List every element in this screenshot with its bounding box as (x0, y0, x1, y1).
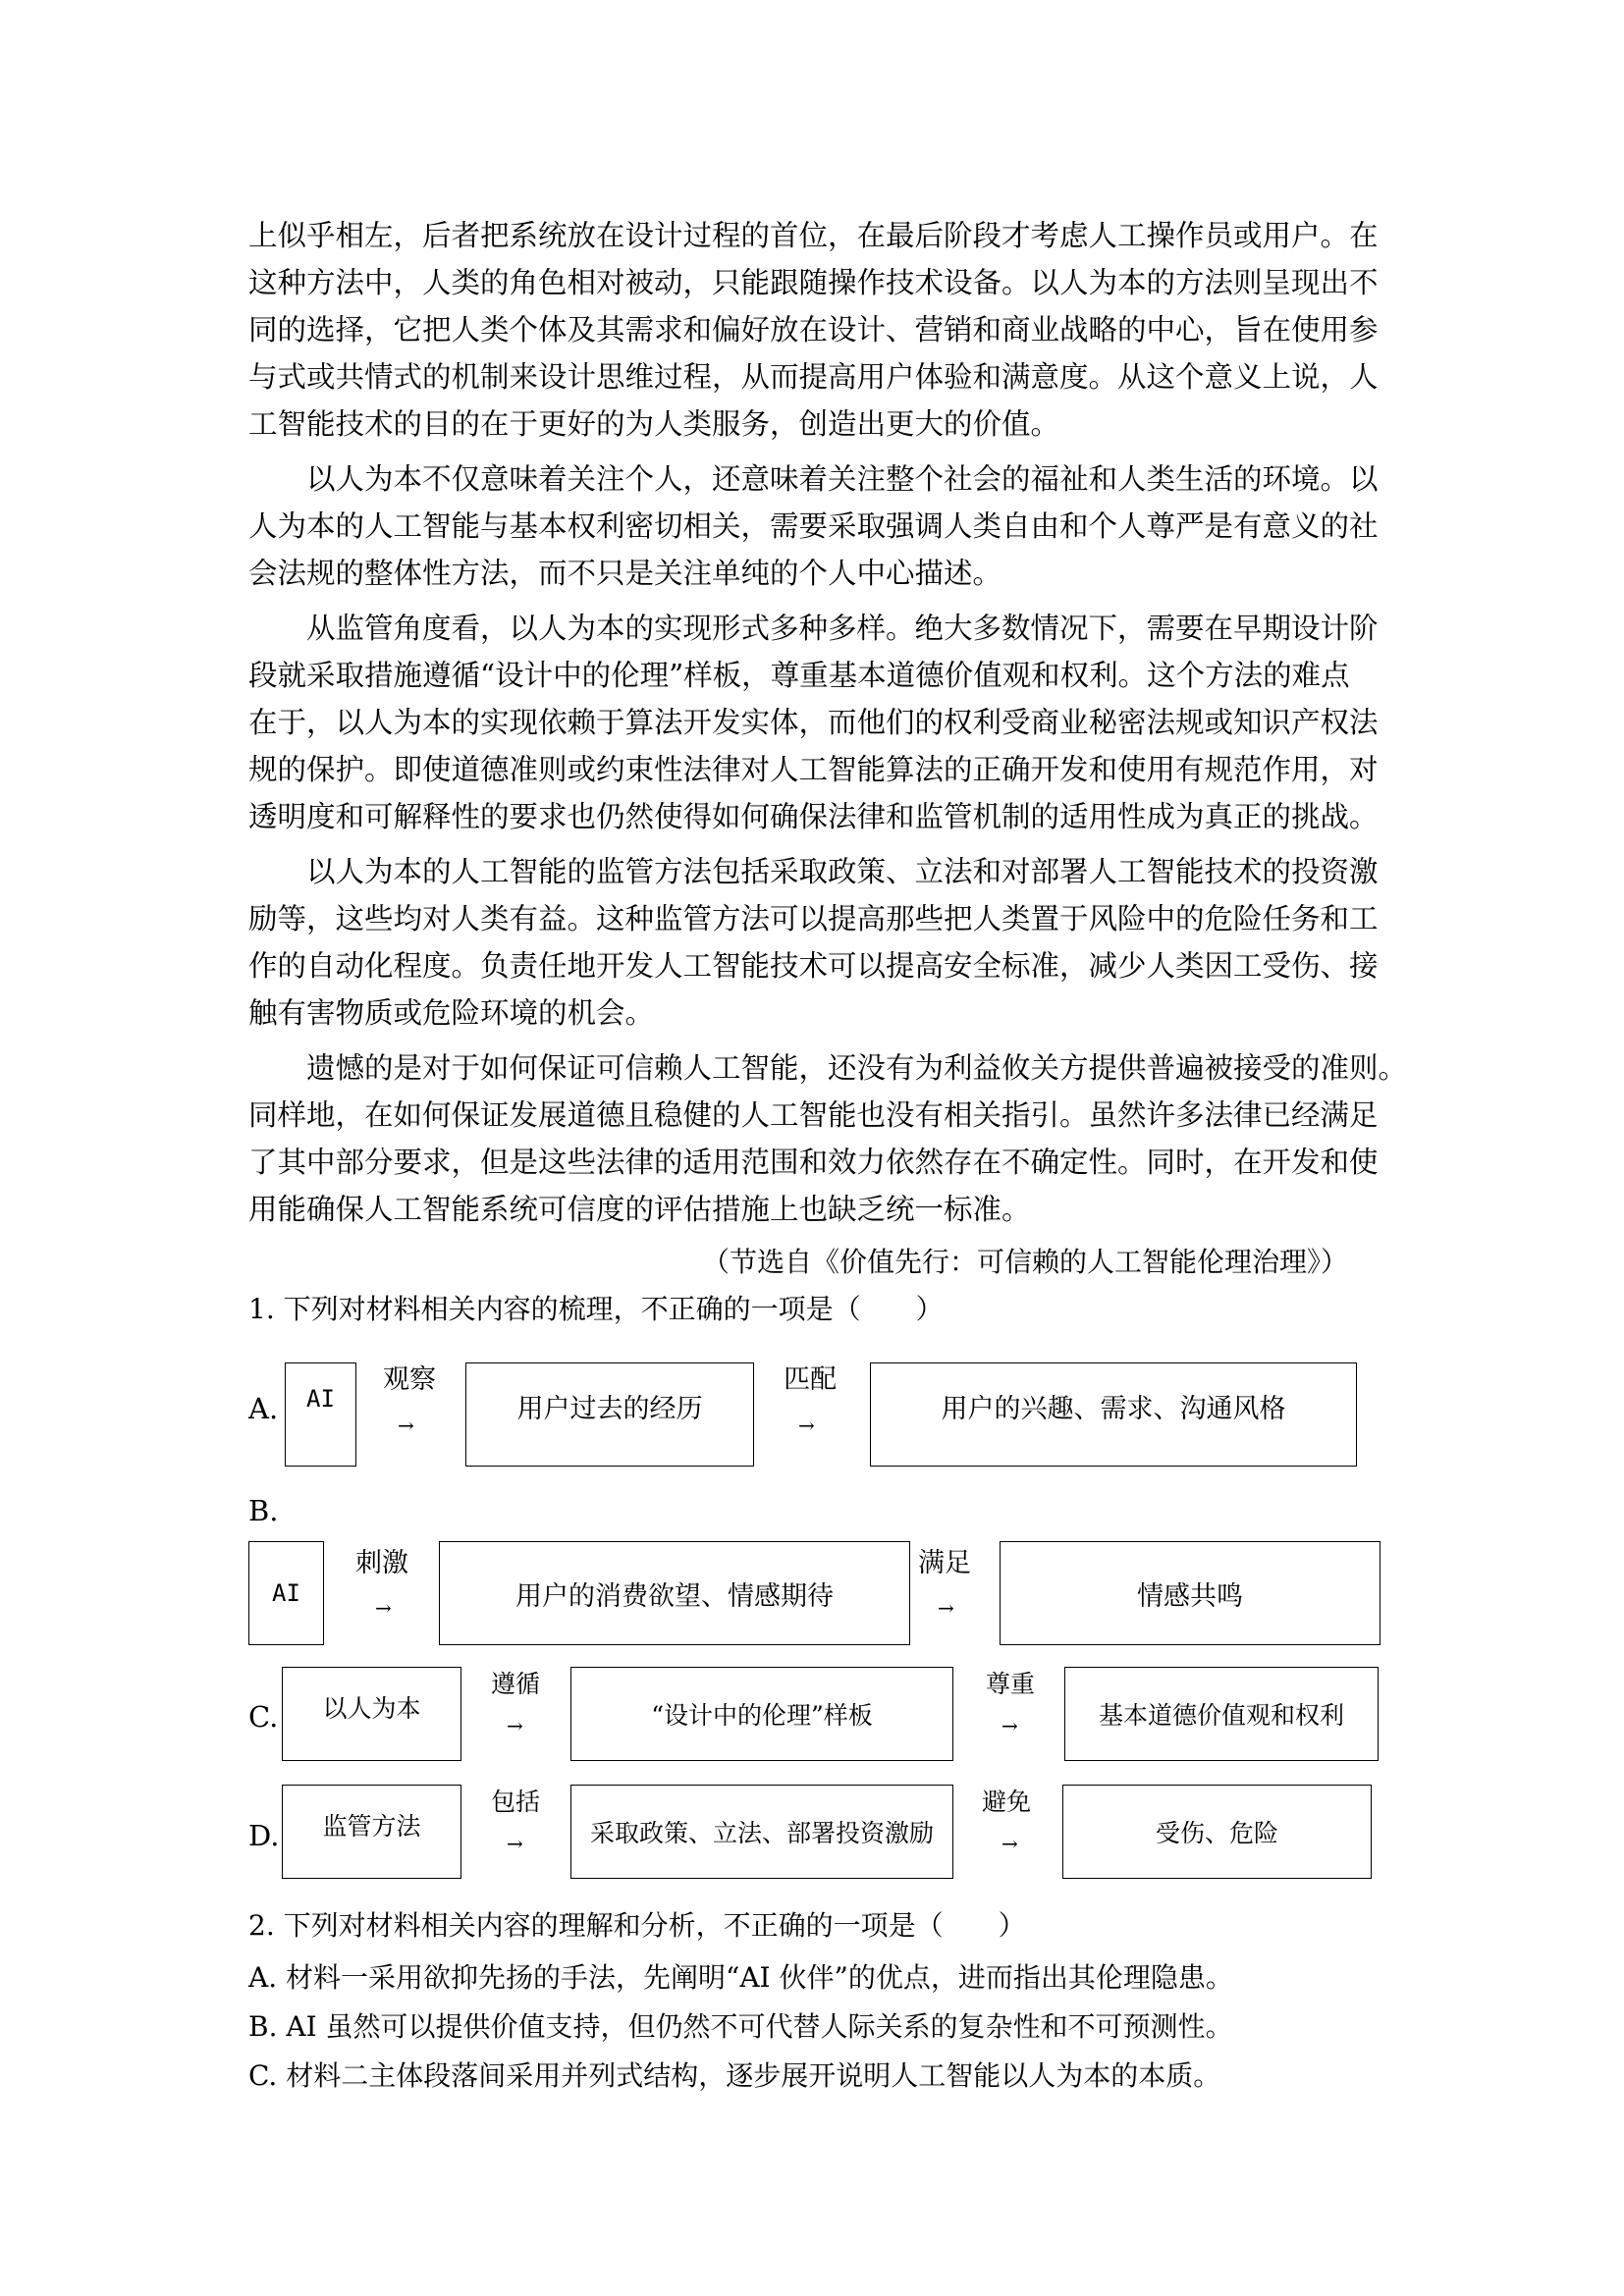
paragraph-4 (248, 848, 1378, 1037)
question-2-stem: 2. 下列对材料相关内容的理解和分析，不正确的一项是（ ） (248, 1909, 1026, 1942)
option-c-verb2: 尊重 (986, 1670, 1036, 1698)
question-1-stem: 1. 下列对材料相关内容的梳理，不正确的一项是（ ） (248, 1293, 944, 1325)
text-line: 会法规的整体性方法，而不只是关注单纯的个人中心描述。 (248, 557, 1002, 590)
option-b-verb2: 满足 (918, 1548, 971, 1578)
text-line: 了其中部分要求，但是这些法律的适用范围和效力依然存在不确定性。同时，在开发和使 (248, 1146, 1379, 1179)
option-d-verb2: 避免 (982, 1788, 1032, 1816)
option-c-label: C. (248, 1700, 279, 1734)
option-b-box2: 用户的消费欲望、情感期待 (439, 1541, 910, 1645)
text-line: 作的自动化程度。负责任地开发人工智能技术可以提高安全标准，减少人类因工受伤、接 (248, 949, 1379, 983)
question-2-option: A. 材料一采用欲抑先扬的手法，先阐明“AI 伙伴”的优点，进而指出其伦理隐患。 (248, 1961, 1233, 1994)
arrow-icon: → (507, 1714, 523, 1737)
paragraph-2 (248, 455, 1378, 597)
option-d-verb1: 包括 (491, 1788, 541, 1816)
text-line: 用能确保人工智能系统可信度的评估措施上也缺乏统一标准。 (248, 1193, 1031, 1226)
arrow-icon: → (398, 1414, 414, 1437)
text-line: 以人为本的人工智能的监管方法包括采取政策、立法和对部署人工智能技术的投资激 (248, 855, 1379, 888)
option-a-box3: 用户的兴趣、需求、沟通风格 (870, 1362, 1357, 1467)
option-a-box2: 用户过去的经历 (465, 1362, 754, 1467)
text-line: 励等，这些均对人类有益。这种监管方法可以提高那些把人类置于风险中的危险任务和工 (248, 902, 1379, 935)
paragraph-5 (248, 1044, 1408, 1233)
option-d-label: D. (248, 1819, 280, 1852)
option-b-label: B. (248, 1494, 279, 1527)
text-line: 在于，以人为本的实现依赖于算法开发实体，而他们的权利受商业秘密法规或知识产权法 (248, 706, 1379, 739)
question-2-option: B. AI 虽然可以提供价值支持，但仍然不可代替人际关系的复杂性和不可预测性。 (248, 2010, 1233, 2043)
text-line: 同的选择，它把人类个体及其需求和偏好放在设计、营销和商业战略的中心，旨在使用参 (248, 313, 1379, 347)
text-line: 上似乎相左，后者把系统放在设计过程的首位，在最后阶段才考虑人工操作员或用户。在 (248, 219, 1379, 252)
option-b-verb1: 刺激 (355, 1548, 408, 1578)
option-c-box2: “设计中的伦理”样板 (570, 1667, 953, 1761)
option-b-box-ai: AI (248, 1541, 324, 1645)
option-b-box3: 情感共鸣 (1000, 1541, 1380, 1645)
option-d-box2: 采取政策、立法、部署投资激励 (570, 1785, 953, 1879)
paragraph-1 (248, 212, 1378, 448)
source-citation: （节选自《价值先行：可信赖的人工智能伦理治理》） (702, 1246, 1349, 1278)
arrow-icon: → (1001, 1714, 1018, 1737)
text-line: 触有害物质或危险环境的机会。 (248, 996, 655, 1030)
option-c-box3: 基本道德价值观和权利 (1064, 1667, 1379, 1761)
arrow-icon: → (938, 1596, 954, 1620)
text-line: 人为本的人工智能与基本权利密切相关，需要采取强调人类自由和个人尊严是有意义的社 (248, 509, 1379, 543)
text-line: 工智能技术的目的在于更好的为人类服务，创造出更大的价值。 (248, 407, 1060, 441)
text-line: 这种方法中，人类的角色相对被动，只能跟随操作技术设备。以人为本的方法则呈现出不 (248, 266, 1379, 299)
option-a-verb1: 观察 (383, 1364, 436, 1395)
text-line: 以人为本不仅意味着关注个人，还意味着关注整个社会的福祉和人类生活的环境。以 (248, 462, 1379, 496)
question-2-option: C. 材料二主体段落间采用并列式结构，逐步展开说明人工智能以人为本的本质。 (248, 2059, 1221, 2092)
option-d-box1: 监管方法 (282, 1785, 461, 1879)
text-line: 规的保护。即使道德准则或约束性法律对人工智能算法的正确开发和使用有规范作用，对 (248, 753, 1379, 786)
text-line: 同样地，在如何保证发展道德且稳健的人工智能也没有相关指引。虽然许多法律已经满足 (248, 1098, 1379, 1132)
text-line: 从监管角度看，以人为本的实现形式多种多样。绝大多数情况下，需要在早期设计阶 (248, 612, 1379, 645)
paragraph-3 (248, 605, 1378, 840)
arrow-icon: → (1001, 1832, 1018, 1855)
option-d-box3: 受伤、危险 (1062, 1785, 1372, 1879)
text-line: 段就采取措施遵循“设计中的伦理”样板，尊重基本道德价值观和权利。这个方法的难点 (248, 659, 1350, 692)
option-a-verb2: 匹配 (784, 1364, 837, 1395)
text-line: 透明度和可解释性的要求也仍然使得如何确保法律和监管机制的适用性成为真正的挑战。 (248, 800, 1379, 833)
arrow-icon: → (798, 1414, 815, 1437)
arrow-icon: → (375, 1596, 392, 1620)
option-a-label: A. (248, 1392, 279, 1425)
text-line: 遗憾的是对于如何保证可信赖人工智能，还没有为利益攸关方提供普遍被接受的准则。 (248, 1051, 1408, 1085)
option-a-box-ai: AI (285, 1362, 356, 1467)
option-c-verb1: 遵循 (491, 1670, 541, 1698)
arrow-icon: → (507, 1832, 523, 1855)
text-line: 与式或共情式的机制来设计思维过程，从而提高用户体验和满意度。从这个意义上说，人 (248, 360, 1379, 394)
option-c-box1: 以人为本 (282, 1667, 461, 1761)
